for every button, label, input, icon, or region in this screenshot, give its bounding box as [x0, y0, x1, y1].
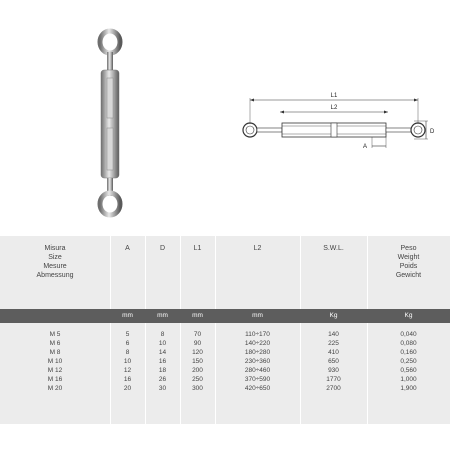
- table-cell: 250: [192, 376, 203, 383]
- units-row: [0, 309, 450, 323]
- table-cell: 180÷280: [244, 349, 271, 356]
- table-row: [0, 358, 450, 366]
- unit-l1: mm: [192, 312, 203, 319]
- table-cell: M 16: [47, 376, 63, 383]
- table-cell: 12: [123, 367, 132, 374]
- table-cell: 0,250: [400, 358, 417, 365]
- a-label: A: [363, 144, 368, 150]
- table-cell: 2700: [326, 385, 341, 392]
- table-row: [0, 385, 450, 393]
- header-misura: Misura Size Mesure Abmessung: [36, 245, 74, 279]
- table-cell: 120: [192, 349, 203, 356]
- table-cell: M 6: [49, 340, 61, 347]
- table-row: [0, 367, 450, 375]
- unit-d: mm: [157, 312, 168, 319]
- table-cell: 18: [158, 367, 167, 374]
- column-separator: [110, 236, 111, 424]
- table-cell: 420÷650: [244, 385, 271, 392]
- table-cell: 110÷170: [245, 331, 270, 338]
- table-cell: 8: [160, 331, 165, 338]
- table-cell: 225: [328, 340, 339, 347]
- table-cell: M 20: [47, 385, 63, 392]
- column-separator: [145, 236, 146, 424]
- technical-drawing: [230, 88, 440, 158]
- spec-table: [0, 236, 450, 424]
- l1-label: L1: [330, 93, 338, 99]
- table-cell: 14: [158, 349, 167, 356]
- header-peso: Peso Weight Poids Gewicht: [395, 245, 422, 279]
- table-cell: 0,160: [400, 349, 417, 356]
- column-separator: [300, 236, 301, 424]
- table-cell: 30: [158, 385, 167, 392]
- header-l2: L2: [253, 245, 262, 252]
- table-cell: 16: [158, 358, 167, 365]
- table-cell: 370÷590: [244, 376, 271, 383]
- table-cell: 70: [193, 331, 202, 338]
- table-cell: 10: [123, 358, 132, 365]
- table-cell: 300: [192, 385, 203, 392]
- header-swl: S.W.L.: [323, 245, 344, 252]
- unit-peso: Kg: [404, 312, 413, 319]
- table-row: [0, 331, 450, 339]
- table-cell: 150: [192, 358, 203, 365]
- table-cell: 1,900: [400, 385, 417, 392]
- table-cell: 0,560: [400, 367, 417, 374]
- table-cell: 26: [158, 376, 167, 383]
- d-label: D: [430, 129, 435, 135]
- table-cell: 1,000: [400, 376, 417, 383]
- table-cell: M 12: [47, 367, 63, 374]
- table-cell: M 5: [49, 331, 61, 338]
- turnbuckle-photo: [90, 28, 130, 218]
- table-cell: 90: [193, 340, 202, 347]
- unit-a: mm: [122, 312, 133, 319]
- table-cell: 8: [125, 349, 130, 356]
- unit-swl: Kg: [329, 312, 338, 319]
- table-cell: 410: [328, 349, 339, 356]
- table-cell: 200: [192, 367, 203, 374]
- table-cell: 20: [123, 385, 132, 392]
- unit-l2: mm: [252, 312, 263, 319]
- table-cell: 1770: [326, 376, 341, 383]
- table-cell: 5: [125, 331, 130, 338]
- table-cell: 140: [328, 331, 339, 338]
- l2-label: L2: [330, 105, 338, 111]
- table-cell: 10: [158, 340, 167, 347]
- table-row: [0, 376, 450, 384]
- table-cell: 140÷220: [244, 340, 271, 347]
- header-l1: L1: [193, 245, 202, 252]
- table-cell: M 10: [47, 358, 63, 365]
- table-cell: 230÷360: [244, 358, 271, 365]
- table-cell: 280÷460: [244, 367, 271, 374]
- table-cell: 0,040: [400, 331, 417, 338]
- column-separator: [215, 236, 216, 424]
- column-separator: [180, 236, 181, 424]
- table-cell: 0,080: [400, 340, 417, 347]
- table-cell: 6: [125, 340, 130, 347]
- table-cell: 930: [328, 367, 339, 374]
- table-row: [0, 349, 450, 357]
- table-cell: M 8: [49, 349, 61, 356]
- table-row: [0, 340, 450, 348]
- table-cell: 650: [328, 358, 339, 365]
- header-d: D: [159, 245, 166, 252]
- table-cell: 16: [123, 376, 132, 383]
- header-a: A: [125, 245, 130, 252]
